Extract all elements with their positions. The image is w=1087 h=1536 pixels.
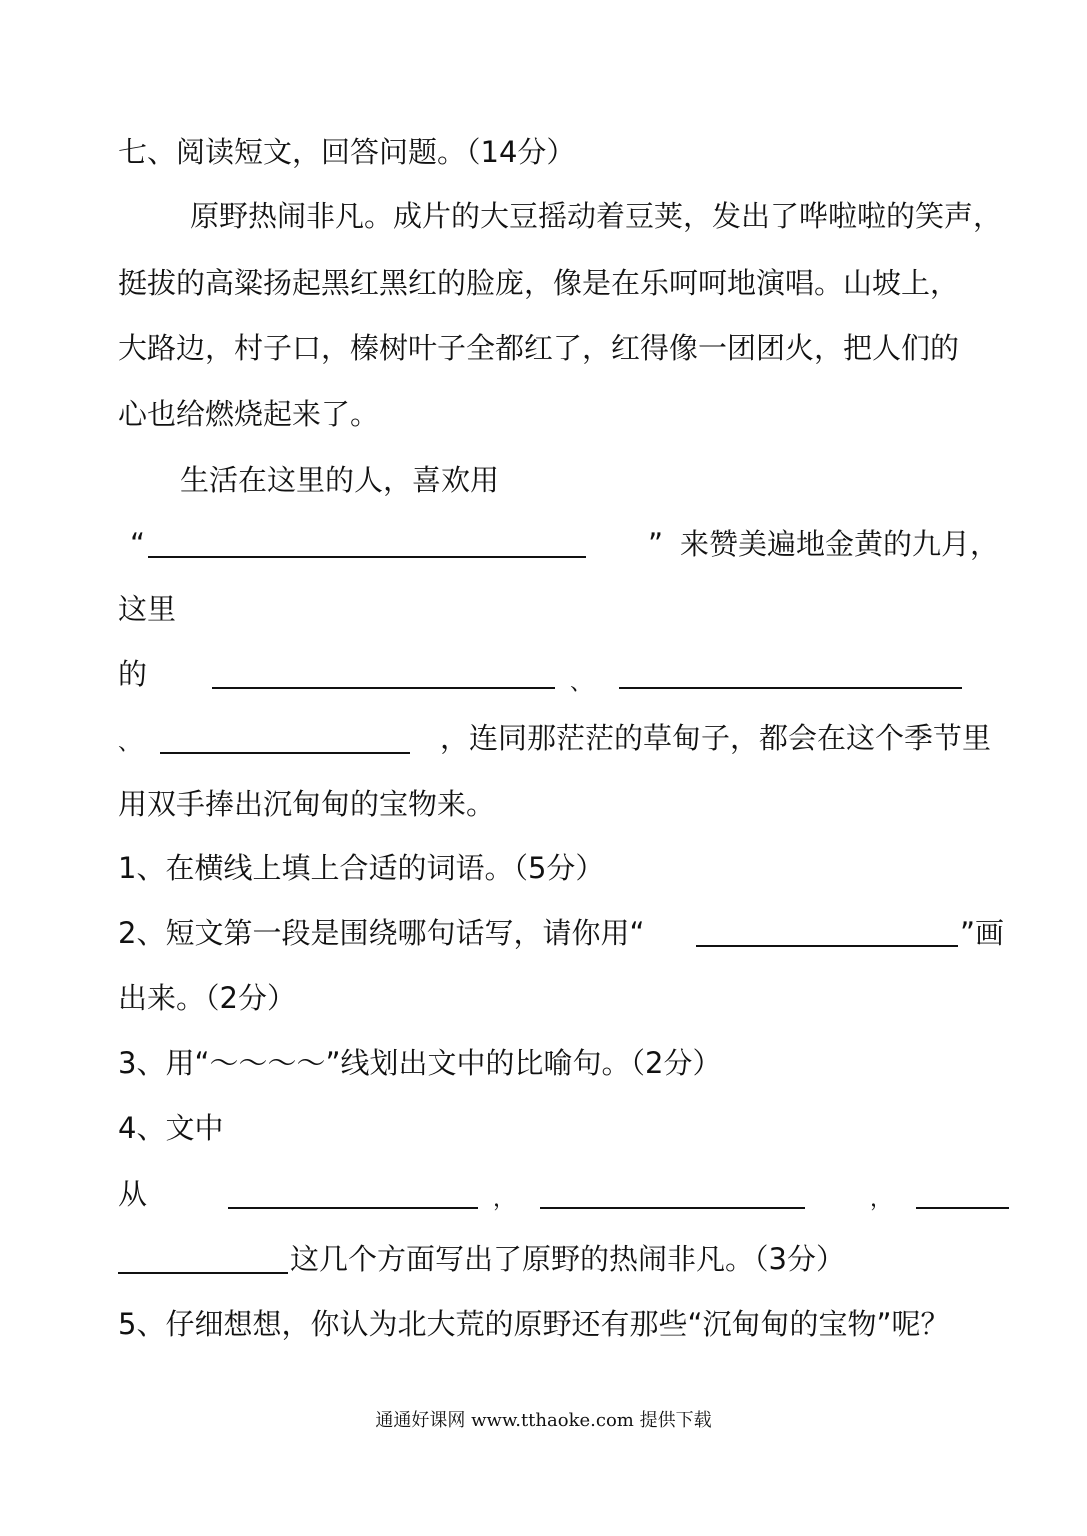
section-title: 七、阅读短文，回答问题。（14分）	[118, 135, 576, 169]
footer-download-note: 通通好课网 www.tthaoke.com 提供下载	[375, 1410, 712, 1431]
blank-q4-aspect-2[interactable]	[540, 1207, 805, 1209]
blank-item-3[interactable]	[160, 752, 410, 754]
passage-p2-de: 的	[118, 657, 148, 691]
question-4-part-a: 4、文中	[118, 1111, 224, 1145]
question-5: 5、仔细想想，你认为北大荒的原野还有那些“沉甸甸的宝物”呢？	[118, 1307, 950, 1341]
question-2-part-a: 2、短文第一段是围绕哪句话写，请你用“	[118, 916, 645, 950]
blank-q2-sample-line	[696, 945, 958, 947]
question-4-comma1: ，	[493, 1187, 516, 1212]
passage-p1-line2: 挺拔的高粱扬起黑红黑红的脸庞，像是在乐呵呵地演唱。山坡上，	[118, 266, 960, 300]
blank-q4-aspect-3-start[interactable]	[916, 1207, 1009, 1209]
passage-p2-dun1: 、	[570, 671, 593, 696]
question-4-rest: 这几个方面写出了原野的热闹非凡。（3分）	[290, 1242, 845, 1276]
blank-praise-phrase[interactable]	[148, 556, 586, 558]
passage-p2-line5-rest: ，连同那茫茫的草甸子，都会在这个季节里	[440, 721, 992, 755]
question-1: 1、在横线上填上合适的词语。（5分）	[118, 851, 605, 885]
quote-close: ”	[648, 527, 664, 561]
passage-p2-dun2: 、	[118, 731, 141, 756]
blank-item-1[interactable]	[212, 687, 555, 689]
passage-p2-after-quote: 来赞美遍地金黄的九月，	[680, 527, 1000, 561]
question-3: 3、用“～～～～”线划出文中的比喻句。（2分）	[118, 1046, 722, 1080]
question-2-part-c: 出来。（2分）	[118, 981, 296, 1015]
quote-open: “	[130, 527, 146, 561]
question-4-comma2: ，	[870, 1187, 893, 1212]
blank-item-2[interactable]	[619, 687, 962, 689]
passage-p1-line1: 原野热闹非凡。成片的大豆摇动着豆荚，发出了哗啦啦的笑声，	[190, 199, 1003, 233]
question-2-part-b: ”画	[960, 916, 1005, 950]
passage-p1-line3: 大路边，村子口，榛树叶子全都红了，红得像一团团火，把人们的	[118, 331, 960, 365]
passage-p2-line3: 这里	[118, 592, 177, 626]
passage-p1-line4: 心也给燃烧起来了。	[118, 397, 380, 431]
blank-q4-aspect-1[interactable]	[228, 1207, 478, 1209]
blank-q4-aspect-3-end[interactable]	[118, 1272, 288, 1274]
question-4-from: 从	[118, 1177, 148, 1211]
passage-p2-line6: 用双手捧出沉甸甸的宝物来。	[118, 787, 496, 821]
passage-p2-line1: 生活在这里的人，喜欢用	[180, 463, 500, 497]
